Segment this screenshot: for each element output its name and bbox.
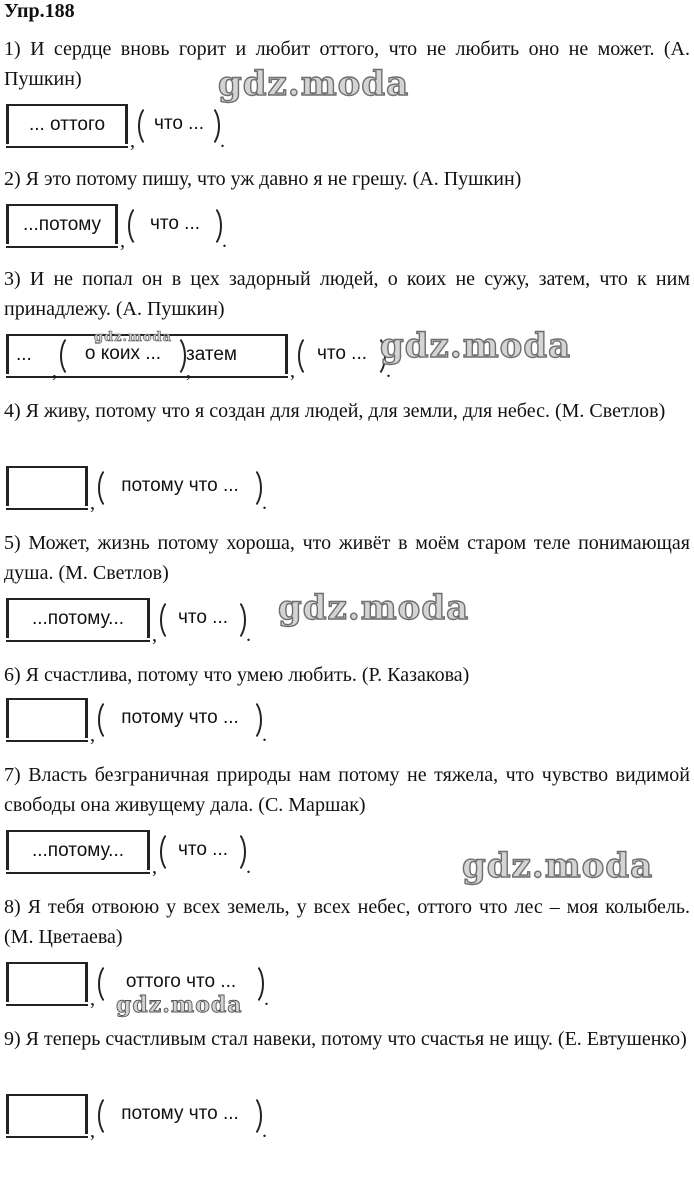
main-clause-box [6, 830, 150, 874]
watermark: gdz.moda [380, 326, 572, 366]
subordinate-clause-label: потому что ... [121, 1102, 239, 1124]
period: . [262, 1120, 267, 1142]
comma: , [52, 360, 57, 382]
main-clause-box [6, 104, 128, 148]
subordinate-clause-label: что ... [316, 342, 368, 364]
sentence-7: 7) Власть безграничная природы нам потому не тяжела, что чувство видимой свободы она живущему дала. (С. Маршак) [4, 764, 690, 816]
watermark: gdz.moda [116, 992, 243, 1018]
comma: , [90, 988, 95, 1010]
subordinate-clause-bracket [128, 204, 222, 246]
main-clause-label: ...потому... [31, 839, 125, 861]
scheme-1 [4, 100, 684, 156]
sentence-8: 8) Я тебя отвоюю у всех земель, у всех небес, оттого что лес – моя колыбель. (М. Цветаева) [4, 896, 690, 948]
sentence-2: 2) Я это потому пишу, что уж давно я не грешу. (А. Пушкин) [4, 168, 522, 190]
period: . [262, 492, 267, 514]
period: . [264, 988, 269, 1010]
sentence-6: 6) Я счастлива, потому что умею любить. (Р. Казакова) [4, 664, 470, 686]
watermark: gdz.moda [218, 64, 410, 104]
scheme-4 [4, 462, 684, 518]
main-clause-box [6, 598, 150, 642]
subordinate-clause-bracket [138, 104, 220, 146]
comma: , [186, 360, 191, 382]
watermark: gdz.moda [462, 846, 654, 886]
subordinate-clause-label: что ... [177, 606, 229, 628]
comma: , [290, 360, 295, 382]
main-clause-box [6, 698, 88, 742]
subordinate-clause-bracket [298, 334, 386, 376]
subordinate-clause-bracket [160, 598, 246, 640]
period: . [246, 624, 251, 646]
comma: , [90, 724, 95, 746]
subordinate-clause-bracket [160, 830, 246, 872]
main-clause-label: ... [16, 343, 32, 365]
subordinate-clause-bracket [98, 466, 262, 508]
comma: , [120, 230, 125, 252]
comma: , [130, 130, 135, 152]
subordinate-clause-bracket [98, 698, 262, 740]
sentence-9: 9) Я теперь счастливым стал навеки, потому что счастья не ищу. (Е. Евтушенко) [4, 1028, 687, 1050]
subordinate-clause-label: оттого что ... [125, 970, 237, 992]
main-clause-box [6, 204, 118, 248]
scheme-6 [4, 694, 684, 750]
period: . [262, 724, 267, 746]
subordinate-clause-label: потому что ... [121, 706, 239, 728]
period: . [386, 360, 391, 382]
watermark: gdz.moda [278, 588, 470, 628]
scheme-9 [4, 1090, 684, 1146]
subordinate-clause-label: потому что ... [121, 474, 239, 496]
subordinate-clause-label: что ... [149, 212, 201, 234]
main-clause-box [6, 1094, 88, 1138]
scheme-2 [4, 200, 684, 256]
period: . [222, 230, 227, 252]
scheme-8 [4, 958, 684, 1014]
subordinate-clause-label: что ... [177, 838, 229, 860]
exercise-title: Упр.188 [4, 0, 75, 22]
subordinate-clause-bracket [98, 1094, 262, 1136]
subordinate-clause-label: что ... [153, 112, 205, 134]
watermark: gdz.moda [94, 330, 173, 345]
comma: , [152, 856, 157, 878]
main-clause-continuation-label: затем [186, 343, 237, 365]
main-clause-label: ... оттого [28, 113, 106, 135]
sentence-4: 4) Я живу, потому что я создан для людей, для земли, для небес. (М. Светлов) [4, 400, 666, 422]
main-clause-label: ...потому [22, 213, 102, 235]
comma: , [90, 492, 95, 514]
sentence-3: 3) И не попал он в цех задорный людей, о коих не сужу, затем, что к ним принадлежу. (А. Пушкин) [4, 268, 690, 320]
main-clause-box [6, 962, 88, 1006]
comma: , [90, 1120, 95, 1142]
main-clause-label: ...потому... [31, 607, 125, 629]
main-clause-box [6, 466, 88, 510]
sentence-5: 5) Может, жизнь потому хороша, что живёт в моём старом теле понимающая душа. (М. Светлов) [4, 532, 690, 584]
subordinate-clause-label: о коих ... [84, 342, 162, 364]
period: . [220, 130, 225, 152]
comma: , [152, 624, 157, 646]
period: . [246, 856, 251, 878]
sentence-1: 1) И сердце вновь горит и любит оттого, что не любить оно не может. (А. Пушкин) [4, 38, 690, 90]
